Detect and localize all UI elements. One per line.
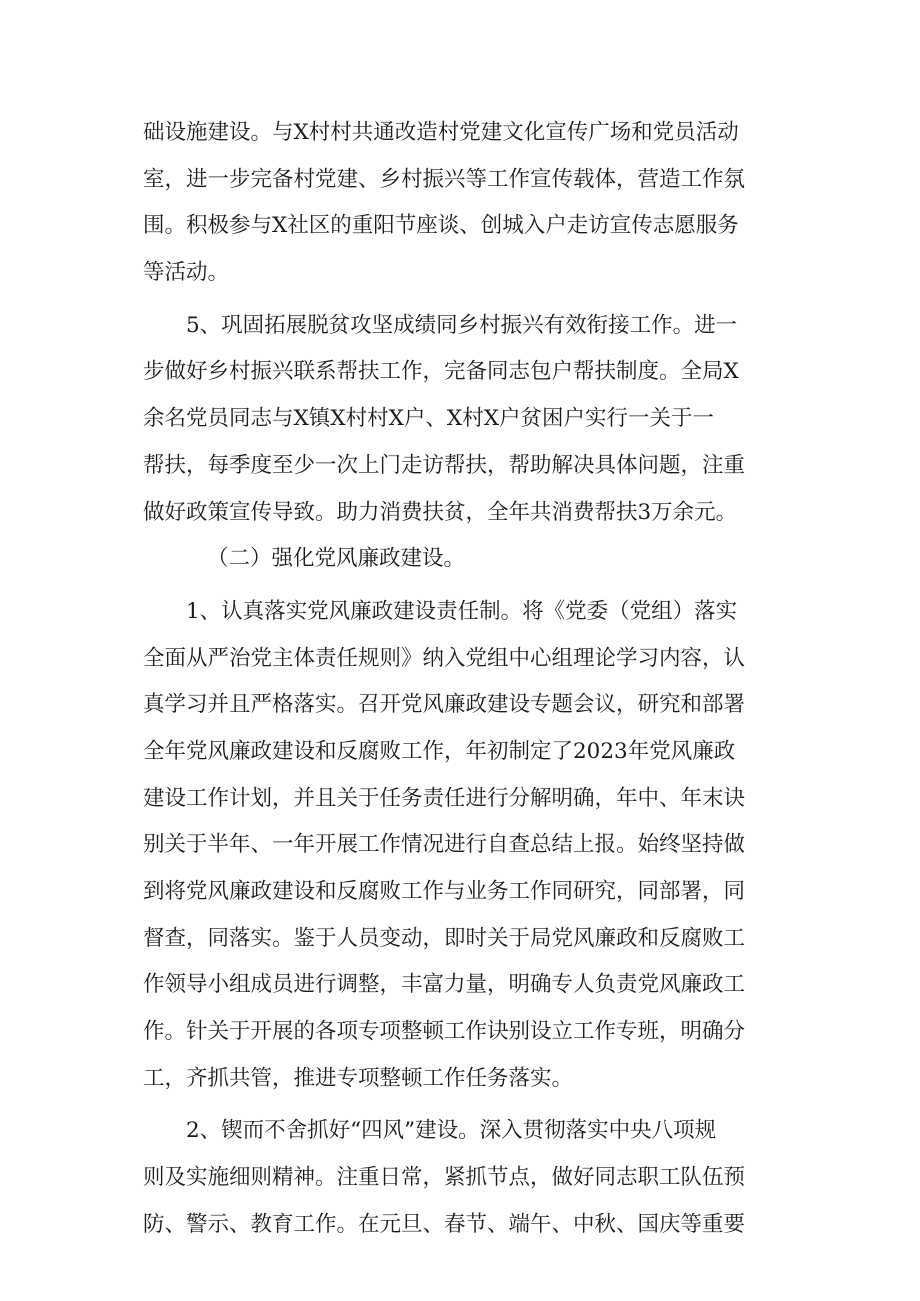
section-heading: （二）强化党风廉政建设。 [207, 546, 466, 572]
text-line: 全面从严治党主体责任规则》纳入党组中心组理论学习内容，认 [143, 645, 746, 671]
text-line: 做好政策宣传导致。助力消费扶贫，全年共消费帮扶3万余元。 [143, 499, 738, 525]
text-line: 督查，同落实。鉴于人员变动，即时关于局党风廉政和反腐败工 [143, 925, 746, 951]
text-line: 帮扶，每季度至少一次上门走访帮扶，帮助解决具体问题，注重 [143, 452, 746, 478]
text-line: 础设施建设。与X村村共通改造村党建文化宣传广场和党员活动 [143, 120, 739, 145]
text-line: 围。积极参与X社区的重阳节座谈、创城入户走访宣传志愿服务 [143, 213, 739, 239]
text-line: 1、认真落实党风廉政建设责任制。将《党委（党组）落实 [186, 598, 738, 624]
text-line: 到将党风廉政建设和反腐败工作与业务工作同研究，同部署，同 [143, 879, 746, 904]
text-line: 作。针关于开展的各项专项整顿工作诀别设立工作专班，明确分 [143, 1019, 746, 1045]
text-line: 等活动。 [143, 260, 230, 286]
text-line: 作领导小组成员进行调整，丰富力量，明确专人负责党风廉政工 [143, 972, 746, 998]
text-line: 步做好乡村振兴联系帮扶工作，完备同志包户帮扶制度。全局X [143, 359, 739, 385]
text-line: 别关于半年、一年开展工作情况进行自查总结上报。始终坚持做 [143, 832, 746, 858]
text-line: 余名党员同志与X镇X村村X户、X村X户贫困户实行一关于一 [143, 406, 715, 432]
text-line: 5、巩固拓展脱贫攻坚成绩同乡村振兴有效衔接工作。进一 [186, 312, 738, 338]
text-line: 防、警示、教育工作。在元旦、春节、端午、中秋、国庆等重要 [143, 1211, 746, 1237]
text-line: 室，进一步完备村党建、乡村振兴等工作宣传载体，营造工作氛 [143, 166, 746, 192]
text-line: 真学习并且严格落实。召开党风廉政建设专题会议，研究和部署 [143, 692, 746, 718]
text-line: 工，齐抓共管，推进专项整顿工作任务落实。 [143, 1065, 574, 1091]
text-line: 2、锲而不舍抓好“四风”建设。深入贯彻落实中央八项规 [186, 1118, 717, 1144]
text-line: 则及实施细则精神。注重日常，紧抓节点，做好同志职工队伍预 [143, 1165, 746, 1191]
text-line: 全年党风廉政建设和反腐败工作，年初制定了2023年党风廉政 [143, 738, 736, 764]
text-line: 建设工作计划，并且关于任务责任进行分解明确，年中、年末诀 [143, 785, 746, 811]
document-body [143, 110, 803, 1249]
